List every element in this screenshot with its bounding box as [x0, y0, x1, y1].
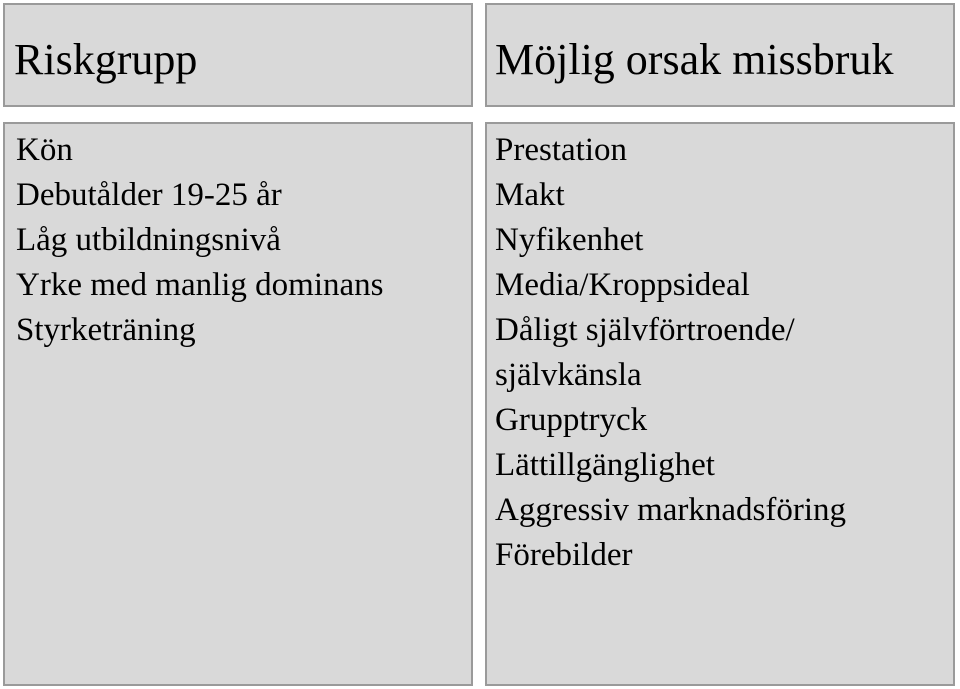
cause-item: Nyfikenhet: [495, 222, 644, 258]
cause-item: Media/Kroppsideal: [495, 267, 750, 303]
cause-item: Makt: [495, 177, 565, 213]
header-cell-risk-group: [3, 3, 473, 107]
risk-group-item: Låg utbildningsnivå: [16, 222, 281, 258]
cause-item: självkänsla: [495, 357, 642, 393]
column-heading-possible-cause: Möjlig orsak missbruk: [495, 35, 894, 84]
risk-group-item: Styrketräning: [16, 312, 196, 348]
header-cell-possible-cause: [485, 3, 955, 107]
cause-item: Aggressiv marknadsföring: [495, 492, 847, 528]
risk-group-item: Debutålder 19-25 år: [16, 177, 282, 213]
cause-item: Förebilder: [495, 537, 633, 573]
cause-item: Grupptryck: [495, 402, 648, 438]
body-cell-risk-groups: [3, 122, 473, 686]
cause-item: Lättillgänglighet: [495, 447, 715, 483]
risk-group-item: Yrke med manlig dominans: [16, 267, 384, 303]
cause-list: [495, 128, 846, 578]
cause-item: Dåligt självförtroende/: [495, 312, 795, 348]
risk-group-list: [16, 128, 384, 353]
cause-item: Prestation: [495, 132, 627, 168]
column-heading-risk-group: Riskgrupp: [14, 35, 198, 84]
body-cell-possible-causes: [485, 122, 955, 686]
risk-group-item: Kön: [16, 132, 73, 168]
